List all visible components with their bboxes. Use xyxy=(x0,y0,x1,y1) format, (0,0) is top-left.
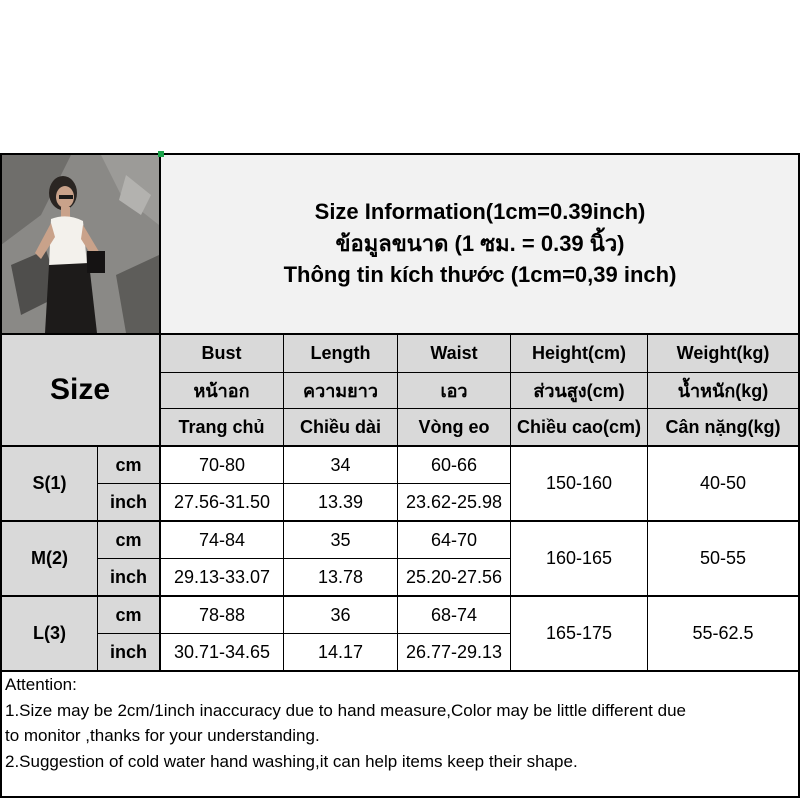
cell-weight: 40-50 xyxy=(699,473,747,493)
cell-bust-cm: 78-88 xyxy=(198,604,246,625)
header-title-th: ข้อมูลขนาด (1 ซม. = 0.39 นิ้ว) xyxy=(335,231,625,256)
size-chart xyxy=(0,77,800,771)
col-height-th: ส่วนสูง(cm) xyxy=(533,381,625,401)
cell-bust-cm: 70-80 xyxy=(198,454,246,475)
col-height-en: Height(cm) xyxy=(532,343,626,363)
cell-bust-inch: 29.13-33.07 xyxy=(173,566,271,587)
cell-waist-cm: 64-70 xyxy=(430,529,478,550)
cell-length-inch: 13.39 xyxy=(317,491,364,512)
cell-waist-inch: 25.20-27.56 xyxy=(405,566,503,587)
col-waist-vi: Vòng eo xyxy=(418,416,490,437)
col-weight-th: น้ำหนัก(kg) xyxy=(677,381,769,401)
cell-bust-cm: 74-84 xyxy=(198,529,246,550)
cell-waist-cm: 60-66 xyxy=(430,454,478,475)
col-waist-th: เอว xyxy=(440,381,468,401)
grid-line xyxy=(0,670,800,672)
size-name-s: S(1) xyxy=(32,473,67,493)
attention-line-1: 1.Size may be 2cm/1inch inaccuracy due to hand measure,Color may be little different due xyxy=(5,701,686,720)
cell-bust-inch: 30.71-34.65 xyxy=(173,641,271,662)
cell-weight: 55-62.5 xyxy=(692,623,754,643)
cell-length-inch: 14.17 xyxy=(317,641,364,662)
col-length-vi: Chiều dài xyxy=(299,416,381,437)
cell-height: 160-165 xyxy=(545,548,613,568)
cell-length-cm: 35 xyxy=(330,529,351,550)
cell-height: 165-175 xyxy=(545,623,613,643)
attention-line-2: to monitor ,thanks for your understanding. xyxy=(5,726,320,745)
col-bust-en: Bust xyxy=(201,343,242,363)
size-label: Size xyxy=(49,373,111,406)
header-title-vi: Thông tin kích thước (1cm=0,39 inch) xyxy=(283,262,677,287)
model-photo-graphic xyxy=(1,155,159,333)
col-weight-vi: Cân nặng(kg) xyxy=(665,416,781,437)
col-length-en: Length xyxy=(310,343,371,363)
cell-waist-inch: 23.62-25.98 xyxy=(405,491,503,512)
corner-marker xyxy=(158,151,164,157)
col-bust-vi: Trang chủ xyxy=(178,416,265,437)
col-height-vi: Chiều cao(cm) xyxy=(516,416,642,437)
col-bust-th: หน้าอก xyxy=(193,381,250,401)
cell-weight: 50-55 xyxy=(699,548,747,568)
cell-waist-inch: 26.77-29.13 xyxy=(405,641,503,662)
grid-line xyxy=(0,796,800,798)
cell-bust-inch: 27.56-31.50 xyxy=(173,491,271,512)
model-photo xyxy=(1,155,159,333)
attention-title: Attention: xyxy=(5,675,77,694)
cell-waist-cm: 68-74 xyxy=(430,604,478,625)
grid-line xyxy=(0,153,800,155)
header-title-en: Size Information(1cm=0.39inch) xyxy=(314,199,646,224)
cell-length-cm: 36 xyxy=(330,604,351,625)
cell-length-inch: 13.78 xyxy=(317,566,364,587)
cell-length-cm: 34 xyxy=(330,454,351,475)
col-length-th: ความยาว xyxy=(303,381,378,401)
col-weight-en: Weight(kg) xyxy=(676,343,770,363)
size-name-m: M(2) xyxy=(31,548,68,568)
unit-label-cm: cm xyxy=(115,529,142,550)
unit-label-inch: inch xyxy=(109,641,147,662)
cell-height: 150-160 xyxy=(545,473,613,493)
col-waist-en: Waist xyxy=(430,343,478,363)
unit-label-cm: cm xyxy=(115,604,142,625)
unit-label-cm: cm xyxy=(115,454,142,475)
size-name-l: L(3) xyxy=(33,623,66,643)
unit-label-inch: inch xyxy=(109,566,147,587)
unit-label-inch: inch xyxy=(109,491,147,512)
attention-line-3: 2.Suggestion of cold water hand washing,it can help items keep their shape. xyxy=(5,752,578,771)
size-info-header xyxy=(160,155,800,333)
